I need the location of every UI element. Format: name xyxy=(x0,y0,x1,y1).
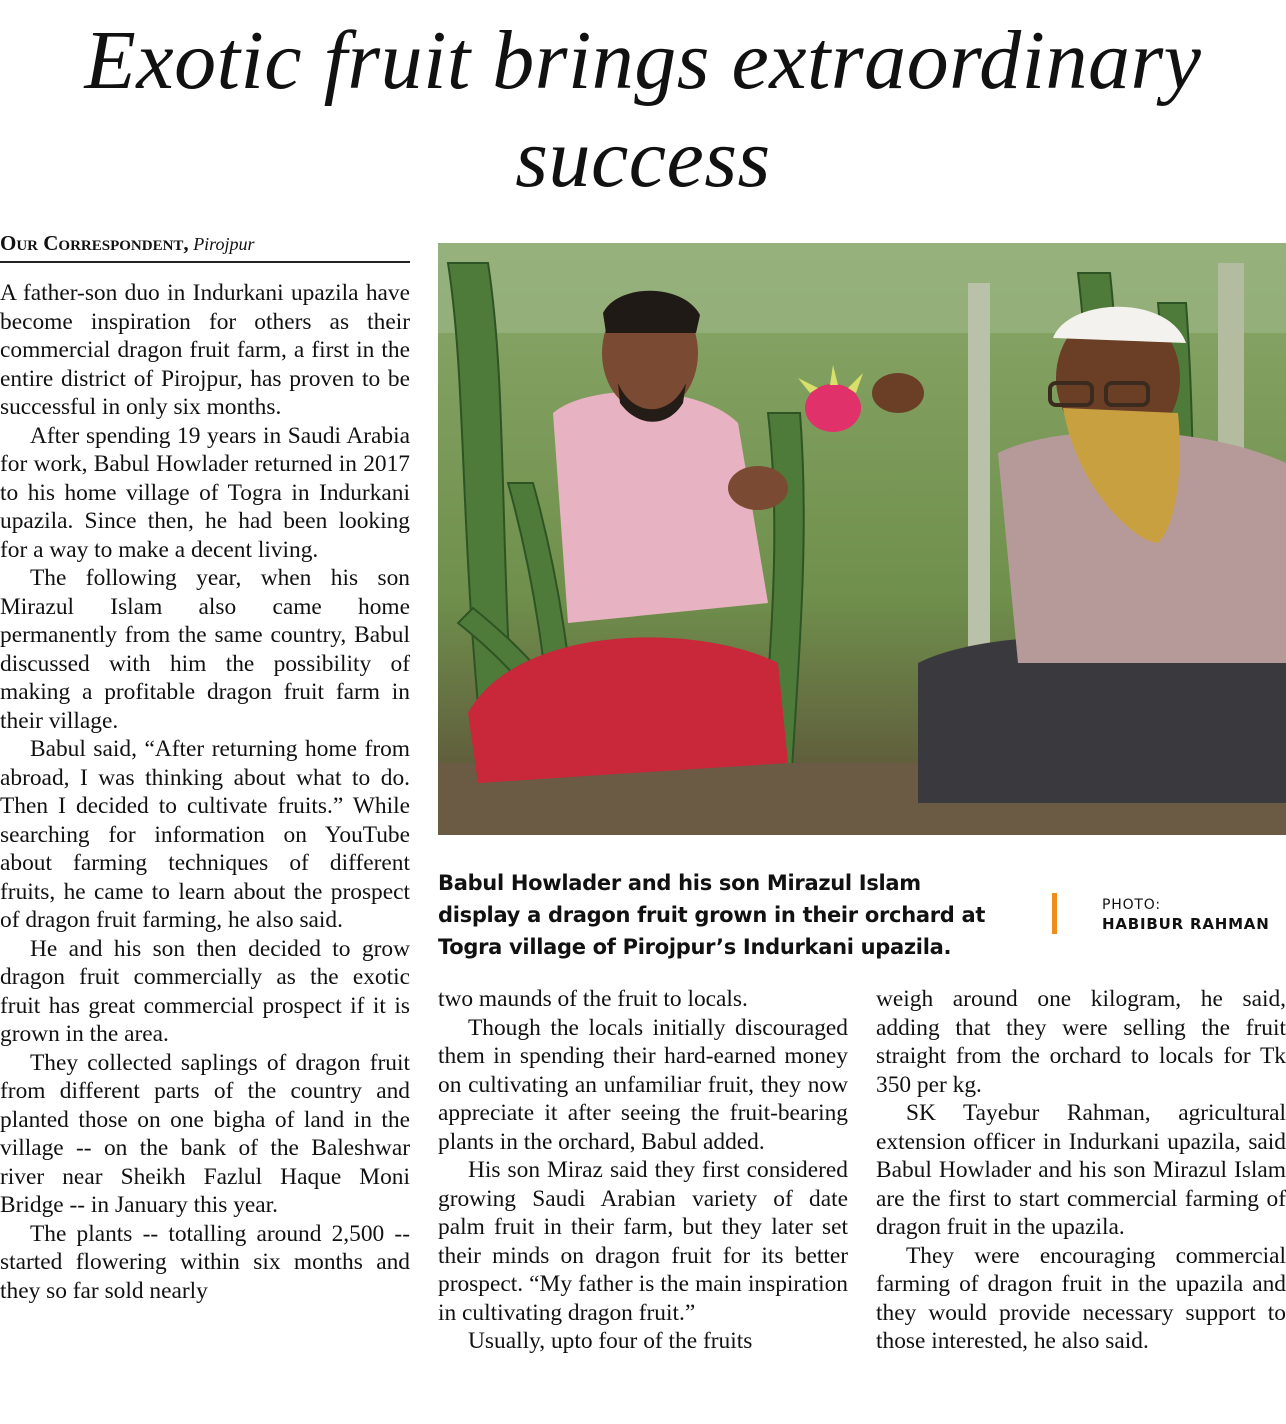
byline-location: Pirojpur xyxy=(193,234,255,254)
photo-dragon-fruit-farmers xyxy=(438,243,1286,835)
paragraph: The plants -- totalling around 2,500 -- started flowering within six months and they so far sold nearly xyxy=(0,1220,410,1304)
paragraph: Usually, upto four of the fruits xyxy=(468,1328,753,1354)
article-column-1 xyxy=(0,279,410,1305)
byline-correspondent: Our Correspondent, xyxy=(0,231,189,255)
paragraph: weigh around one kilogram, he said, adding that they were selling the fruit straight from the orchard to locals for Tk 350 per kg. xyxy=(876,986,1286,1098)
byline xyxy=(0,232,410,263)
photo-caption: Babul Howlader and his son Mirazul Islam display a dragon fruit grown in their orchard at Togra village of Pirojpur’s Indurkani upazila. xyxy=(438,871,986,959)
headline: Exotic fruit brings extraordinary success xyxy=(84,14,1202,205)
article-column-2 xyxy=(438,985,848,1356)
paragraph: His son Miraz said they first considered growing Saudi Arabian variety of date palm fruit in their farm, but they later set their minds on dragon fruit for its better prospect. “My father is the main inspiration in cultivating dragon fruit.” xyxy=(438,1157,848,1326)
paragraph: They collected saplings of dragon fruit from different parts of the country and planted those on one bigha of land in the village -- on the bank of the Baleshwar river near Sheikh Fazlul Haque Moni Bridge -- in January this year. xyxy=(0,1049,410,1218)
credit-accent-bar xyxy=(1052,893,1057,934)
paragraph: A father-son duo in Indurkani upazila have become inspiration for others as their commercial dragon fruit farm, a first in the entire district of Pirojpur, has proven to be successful in only six months. xyxy=(0,280,410,420)
paragraph: Though the locals initially discouraged them in spending their hard-earned money on cultivating an unfamiliar fruit, they now appreciate it after seeing the fruit-bearing plants in the orchard, Babul added. xyxy=(438,1014,848,1155)
photo-credit xyxy=(1102,896,1286,934)
photo-illustration xyxy=(438,243,1286,835)
paragraph: After spending 19 years in Saudi Arabia for work, Babul Howlader returned in 2017 to his home village of Togra in Indurkani upazila. Since then, he had been looking for a way to make a decent living. xyxy=(0,422,410,563)
article-column-3 xyxy=(876,985,1286,1356)
photo-credit-label: PHOTO: xyxy=(1102,897,1161,913)
photo-credit-name: HABIBUR RAHMAN xyxy=(1102,915,1270,933)
paragraph: SK Tayebur Rahman, agricultural extension officer in Indurkani upazila, said Babul Howlader and his son Mirazul Islam are the first to start commercial farming of dragon fruit in the upazila. xyxy=(876,1100,1286,1240)
paragraph: They were encouraging commercial farming of dragon fruit in the upazila and they would provide necessary support to those interested, he also said. xyxy=(876,1242,1286,1354)
paragraph: He and his son then decided to grow dragon fruit commercially as the exotic fruit has great commercial prospect if it is grown in the area. xyxy=(0,935,410,1047)
paragraph: two maunds of the fruit to locals. xyxy=(438,986,748,1012)
paragraph: The following year, when his son Mirazul Islam also came home permanently from the same country, Babul discussed with him the possibility of making a profitable dragon fruit farm in their village. xyxy=(0,565,410,734)
paragraph: Babul said, “After returning home from abroad, I was thinking about what to do. Then I decided to cultivate fruits.” While searching for information on YouTube about farming techniques of different fruits, he came to learn about the prospect of dragon fruit farming, he also said. xyxy=(0,736,410,933)
